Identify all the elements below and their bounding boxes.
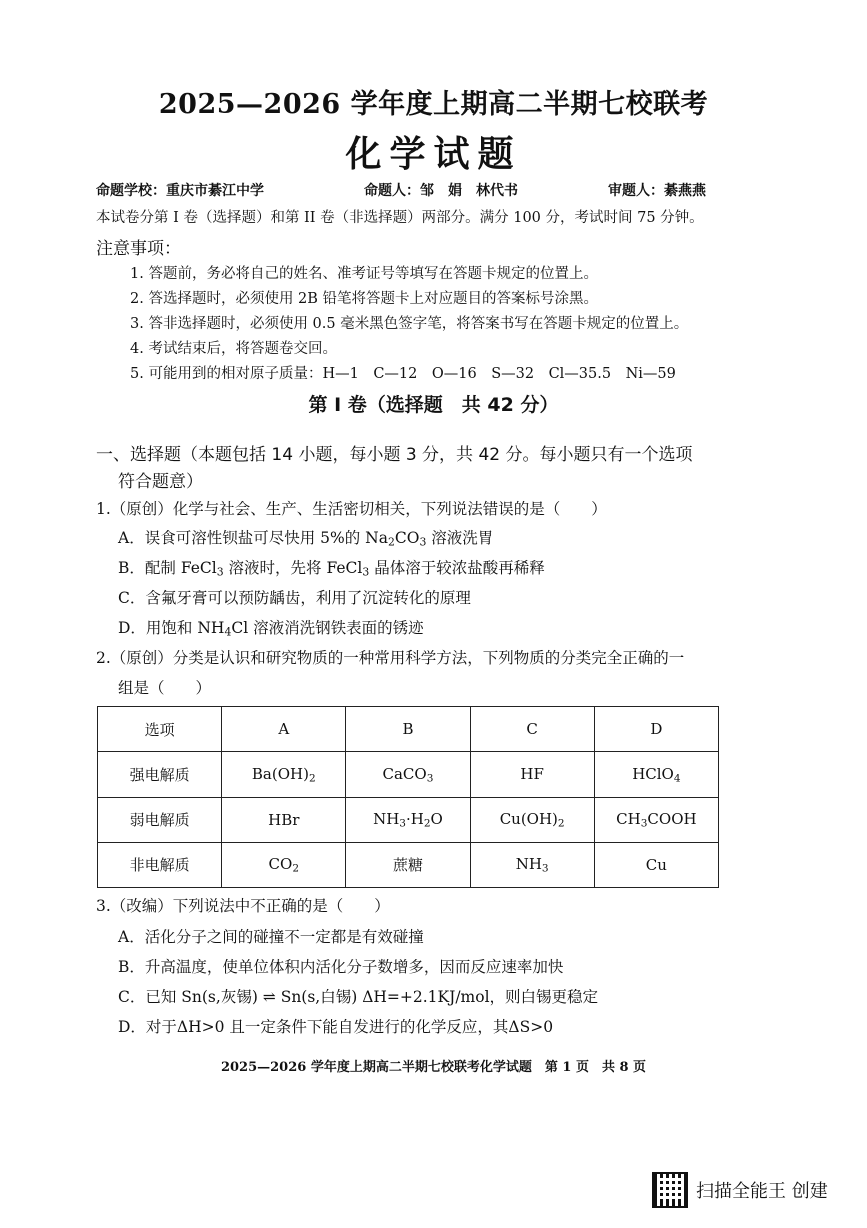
question-2-stem: 2.（原创）分类是认识和研究物质的一种常用科学方法，下列物质的分类完全正确的一 bbox=[96, 649, 685, 667]
table-header-cell: B bbox=[346, 707, 470, 752]
subject-title: 化学试题 bbox=[345, 133, 522, 175]
question-3-option-d: D．对于ΔH>0 且一定条件下能自发进行的化学反应，其ΔS>0 bbox=[118, 1018, 554, 1036]
table-row bbox=[98, 842, 719, 887]
question-1-option-d: D．用饱和 $NH_4Cl$ 溶液消洗钢铁表面的锈迹 bbox=[118, 619, 424, 639]
question-3-option-b: B．升高温度，使单位体积内活化分子数增多，因而反应速率加快 bbox=[118, 958, 564, 976]
notice-item: 1. 答题前，务必将自己的姓名、准考证号等填写在答题卡规定的位置上。 bbox=[130, 266, 598, 282]
question-3-option-a: A．活化分子之间的碰撞不一定都是有效碰撞 bbox=[118, 928, 424, 946]
exam-title: 2025—2026 学年度上期高二半期七校联考 bbox=[158, 89, 709, 120]
table-header-cell: A bbox=[222, 707, 346, 752]
exam-intro: 本试卷分第 I 卷（选择题）和第 II 卷（非选择题）两部分。满分 100 分，考试时间 75 分钟。 bbox=[96, 210, 704, 226]
row-label: 强电解质 bbox=[98, 752, 222, 797]
table-cell: $CH_3COOH$ bbox=[594, 797, 718, 842]
part-instructions-cont: 符合题意） bbox=[118, 472, 203, 492]
table-cell: HBr bbox=[222, 797, 346, 842]
notice-heading: 注意事项： bbox=[96, 239, 181, 259]
table-header-cell: 选项 bbox=[98, 707, 222, 752]
question-1-option-a: A．误食可溶性钡盐可尽快用 5%的 $Na_2CO_3$ 溶液洗胃 bbox=[118, 529, 494, 549]
question-2-stem-cont: 组是（ ） bbox=[118, 679, 212, 697]
page-footer: 2025—2026 学年度上期高二半期七校联考化学试题 第 1 页 共 8 页 bbox=[220, 1060, 647, 1075]
table-cell: HClO$_4$ bbox=[594, 752, 718, 797]
row-label: 弱电解质 bbox=[98, 797, 222, 842]
credit-school: 命题学校：重庆市綦江中学 bbox=[96, 183, 264, 199]
question-1-stem: 1.（原创）化学与社会、生产、生活密切相关，下列说法错误的是（ ） bbox=[96, 500, 607, 518]
notice-item: 5. 可能用到的相对原子质量：H—1 C—12 O—16 S—32 Cl—35.5 Ni—59 bbox=[130, 366, 676, 382]
table-cell: 蔗糖 bbox=[346, 842, 470, 887]
table-cell: HF bbox=[470, 752, 594, 797]
table-header-cell: D bbox=[594, 707, 718, 752]
table-cell: $Ba(OH)_2$ bbox=[222, 752, 346, 797]
scanner-watermark bbox=[652, 1170, 828, 1210]
table-row bbox=[98, 797, 719, 842]
section-title: 第 I 卷（选择题 共 42 分） bbox=[308, 394, 559, 416]
table-cell: $Cu(OH)_2$ bbox=[470, 797, 594, 842]
qr-code-icon bbox=[652, 1172, 688, 1208]
credit-reviewer: 审题人：綦燕燕 bbox=[608, 183, 706, 199]
question-1-option-c: C．含氟牙膏可以预防龋齿，利用了沉淀转化的原理 bbox=[118, 589, 471, 607]
question-3-stem: 3.（改编）下列说法中不正确的是（ ） bbox=[96, 897, 390, 915]
table-cell: $NH_3$ bbox=[470, 842, 594, 887]
table-cell: $CO_2$ bbox=[222, 842, 346, 887]
notice-item: 2. 答选择题时，必须使用 2B 铅笔将答题卡上对应题目的答案标号涂黑。 bbox=[130, 291, 599, 307]
table-cell: Cu bbox=[594, 842, 718, 887]
watermark-text: 扫描全能王 创建 bbox=[696, 1181, 828, 1202]
table-header-row bbox=[98, 707, 719, 752]
table-row bbox=[98, 752, 719, 797]
table-header-cell: C bbox=[470, 707, 594, 752]
row-label: 非电解质 bbox=[98, 842, 222, 887]
question-1-option-b: B．配制 FeCl$_3$ 溶液时，先将 FeCl$_3$ 晶体溶于较浓盐酸再稀释 bbox=[118, 559, 545, 579]
table-cell: CaCO$_3$ bbox=[346, 752, 470, 797]
credit-authors: 命题人：邹 娟 林代书 bbox=[364, 183, 518, 199]
table-cell: $NH_3\cdot H_2O$ bbox=[346, 797, 470, 842]
notice-item: 3. 答非选择题时，必须使用 0.5 毫米黑色签字笔，将答案书写在答题卡规定的位置上。 bbox=[130, 316, 689, 332]
notice-item: 4. 考试结束后，将答题卷交回。 bbox=[130, 341, 337, 357]
question-3-option-c: C．已知 Sn(s,灰锡) ⇌ Sn(s,白锡) ΔH=+2.1KJ/mol，则白锡更稳定 bbox=[118, 988, 599, 1006]
classification-table bbox=[97, 706, 719, 888]
part-instructions: 一、选择题（本题包括 14 小题，每小题 3 分，共 42 分。每小题只有一个选项 bbox=[96, 445, 693, 465]
